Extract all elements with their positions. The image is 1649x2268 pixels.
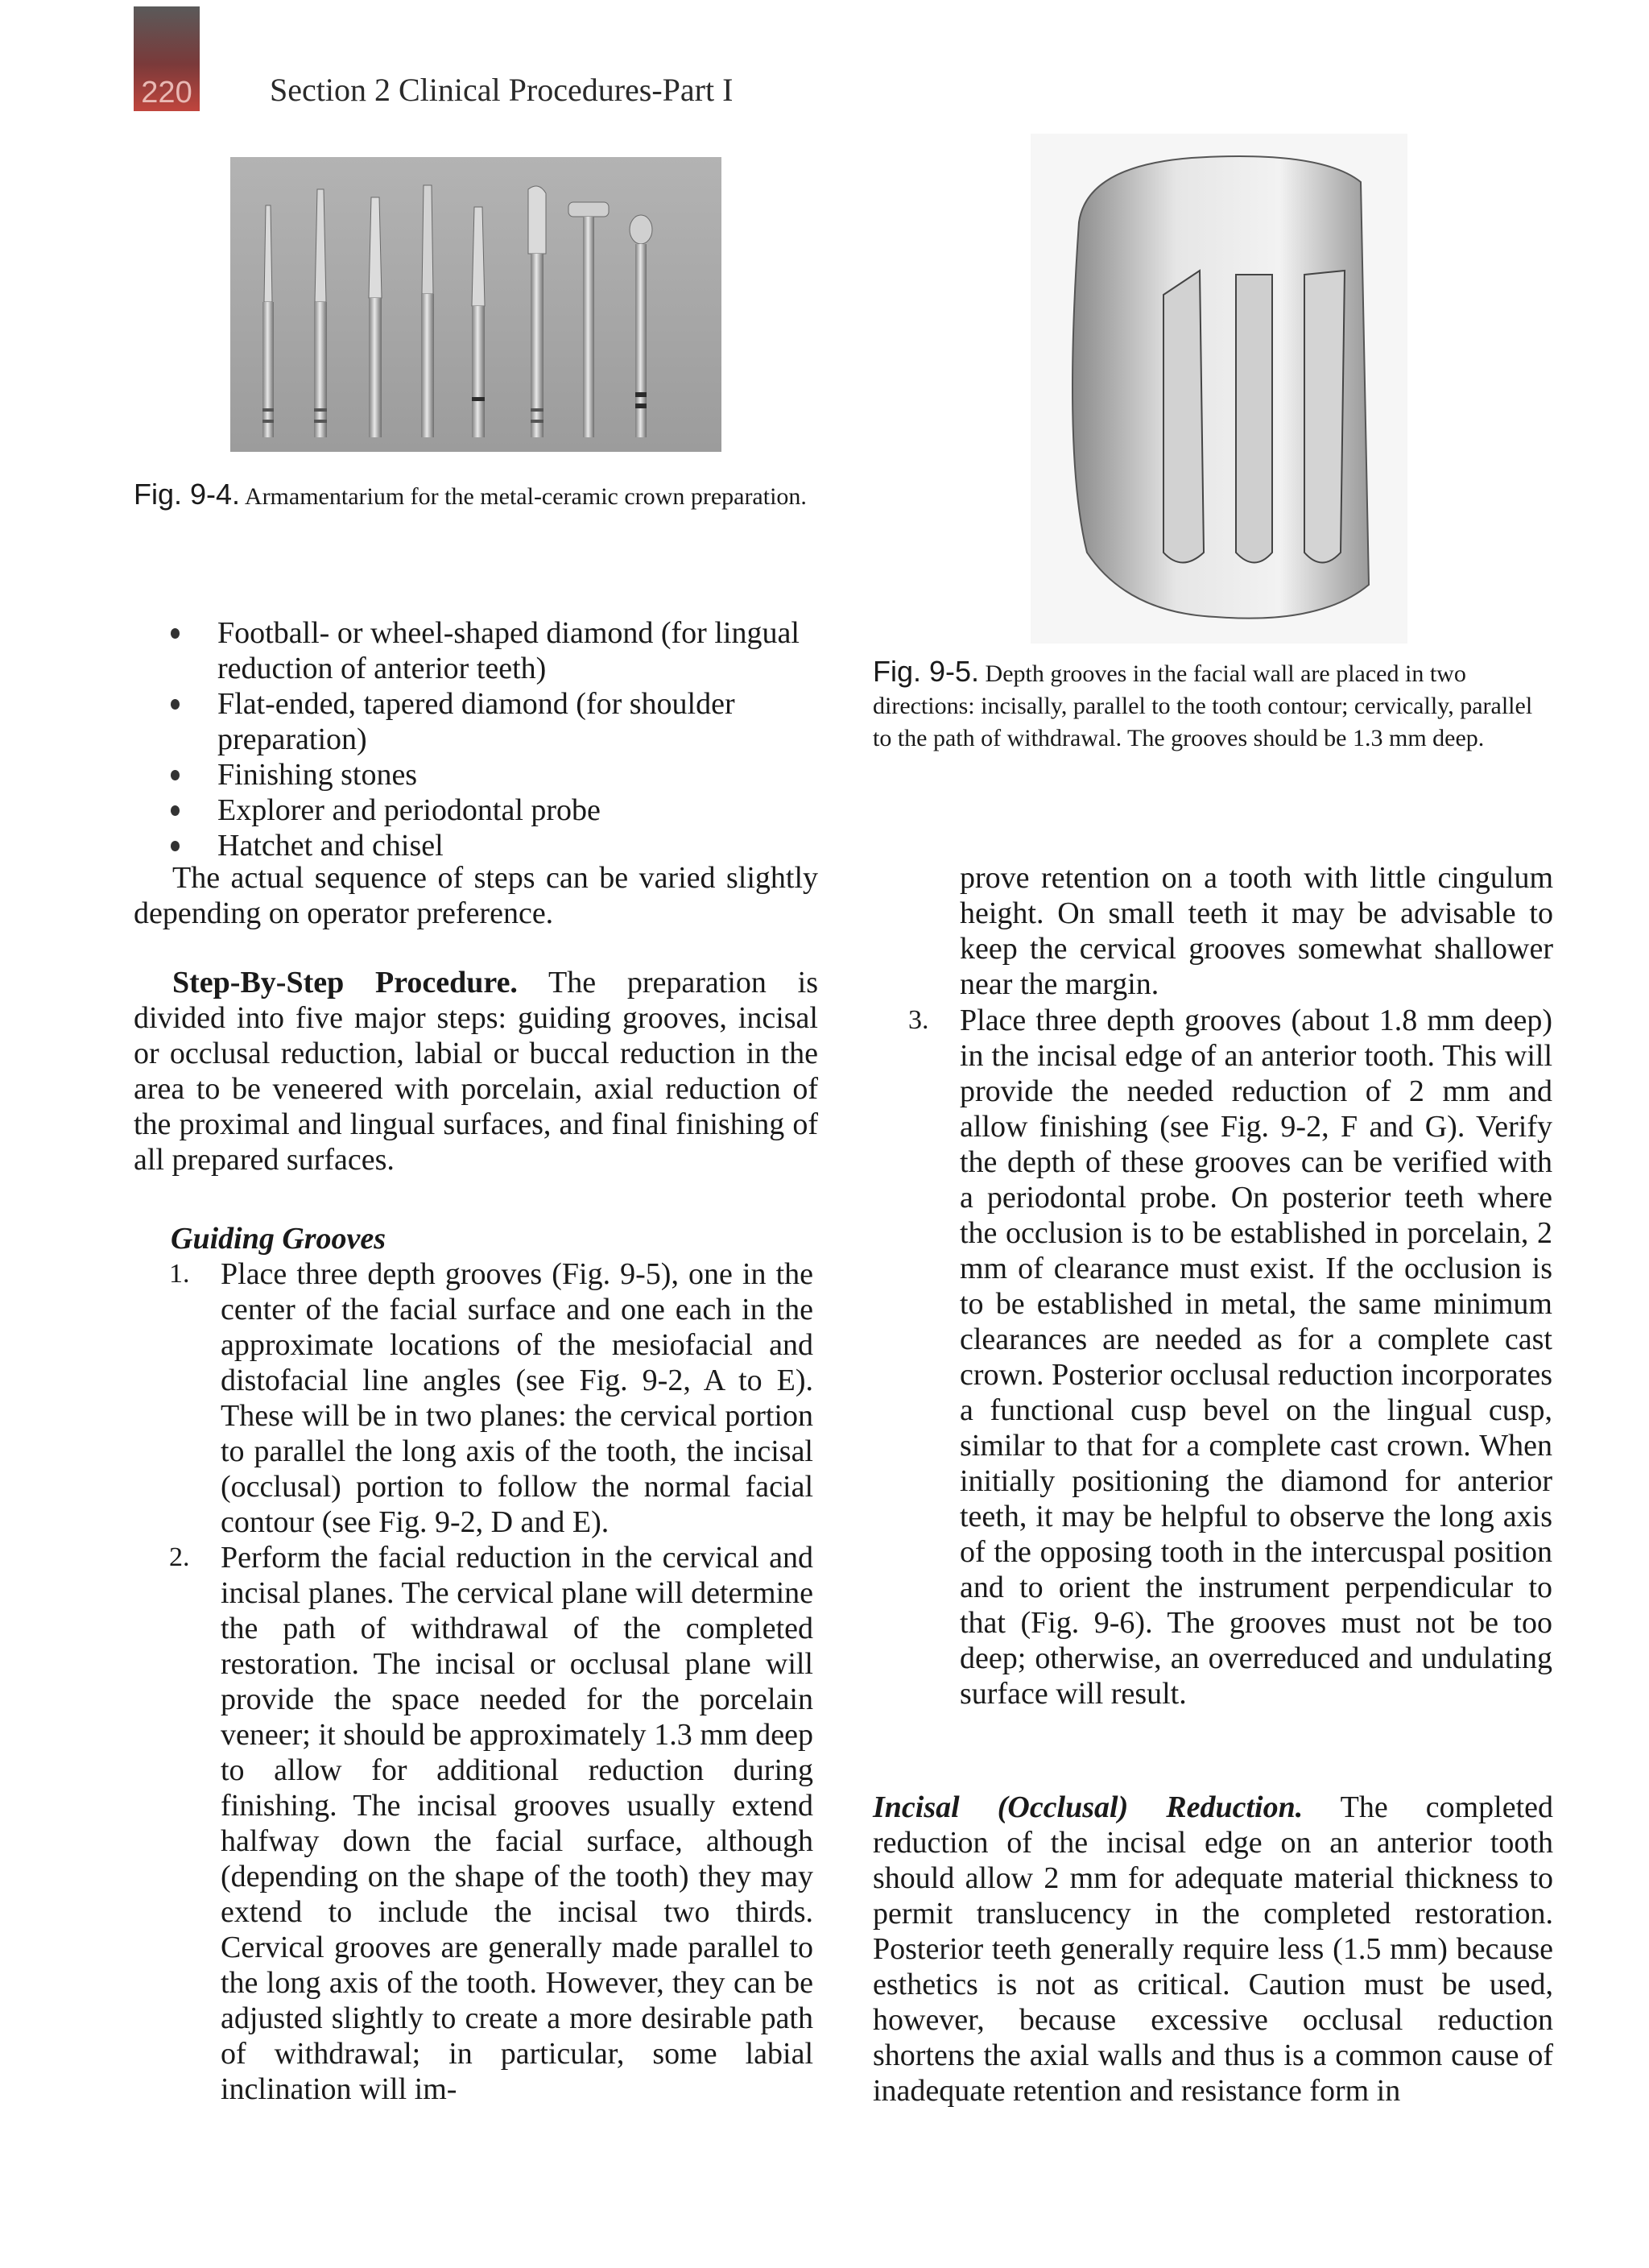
guiding-grooves-heading: Guiding Grooves xyxy=(171,1222,386,1256)
item-number: 3. xyxy=(908,1005,929,1035)
figure-9-5-label: Fig. 9-5. xyxy=(873,655,980,688)
guiding-grooves-list-continued xyxy=(908,1003,1552,1711)
step-by-step-heading: Step-By-Step Procedure. xyxy=(172,966,518,999)
bur-5 xyxy=(472,207,485,437)
numbered-item-2 xyxy=(169,1540,813,2107)
item-text: Place three depth grooves (Fig. 9-5), one in the center of the facial surface and one each in the approximate locations of the mesiofacial and distofacial line angles (see Fig. 9-2, A to E). These will be in two planes: the cervical portion to parallel the long axis of the tooth, the incisal (occlusal) portion to follow the normal facial contour (see Fig. 9-2, D and E). xyxy=(221,1257,813,1539)
bur-4 xyxy=(421,185,434,437)
incisal-reduction-text: The completed reduction of the incisal edge on an anterior tooth should allow 2 mm for adequate material thickness to permit translucency in the completed restoration. Posterior teeth generally require less (1.5 mm) because esthetics is not as critical. Caution must be used, however, because excessive occlusal reduction shortens the axial walls and thus is a common cause of inadequate retention and resistance form in xyxy=(873,1790,1553,2108)
bullet-item: Explorer and periodontal probe xyxy=(161,793,829,828)
figure-9-5-caption xyxy=(873,656,1533,755)
item-text: Place three depth grooves (about 1.8 mm deep) in the incisal edge of an anterior tooth. This will provide the needed reduction of 2 mm and allow finishing (see Fig. 9-2, F and G). Verify the depth of these grooves can be verified with a periodontal probe. On posterior teeth where the occlusion is to be established in porcelain, 2 mm of clearance must exist. If the occlusion is to be established in metal, the same minimum clearances are needed as for a complete cast crown. Posterior occlusal reduction incorporates a functional cusp bevel on the lingual cusp, similar to that for a complete cast crown. When initially positioning the diamond for anterior teeth, it may be helpful to observe the long axis of the opposing tooth in the intercuspal position and to orient the instrument perpendicular to that (Fig. 9-6). The grooves must not be too deep; otherwise, an overreduced and undulating surface will result. xyxy=(960,1004,1552,1711)
figure-9-5-image xyxy=(1031,134,1407,644)
figure-9-4-caption xyxy=(134,478,810,513)
bur-3 xyxy=(369,197,382,437)
incisal-reduction-paragraph xyxy=(873,1790,1553,2109)
bullet-item: Football- or wheel-shaped diamond (for lingual reduction of anterior teeth) xyxy=(161,615,829,686)
bullet-item: Finishing stones xyxy=(161,757,829,793)
running-title: Section 2 Clinical Procedures-Part I xyxy=(270,72,734,108)
numbered-item-1 xyxy=(169,1256,813,1540)
item-number: 2. xyxy=(169,1542,190,1572)
figure-9-4-label: Fig. 9-4. xyxy=(134,478,241,511)
intro-paragraph: The actual sequence of steps can be varied slightly depending on operator preference. xyxy=(134,861,818,930)
step-by-step-paragraph xyxy=(134,965,818,1177)
armamentarium-photo xyxy=(230,157,721,452)
page-number: 220 xyxy=(141,76,192,110)
figure-9-5-text: Depth grooves in the facial wall are placed in two directions: incisally, parallel to the tooth contour; cervically, parallel to the path of withdrawal. The grooves should be 1.3 mm deep. xyxy=(873,660,1533,751)
numbered-item-3 xyxy=(908,1003,1552,1711)
item-2-continuation: prove retention on a tooth with little cingulum height. On small teeth it may be advisable to keep the cervical grooves somewhat shallower near the margin. xyxy=(960,861,1553,1001)
guiding-grooves-list xyxy=(169,1256,813,2107)
bullet-item: Flat-ended, tapered diamond (for shoulder preparation) xyxy=(161,686,829,757)
page-number-badge xyxy=(134,6,200,111)
step-by-step-text: The preparation is divided into five major steps: guiding grooves, incisal or occlusal reduction, labial or buccal reduction in the area to be veneered with porcelain, axial reduction of the proximal and lingual surfaces, and final finishing of all prepared surfaces. xyxy=(134,966,818,1177)
incisal-reduction-heading: Incisal (Occlusal) Reduction. xyxy=(873,1790,1304,1824)
tooth-depth-grooves-illustration xyxy=(1031,134,1407,644)
bullet-item: Hatchet and chisel xyxy=(161,828,829,863)
armamentarium-bullet-list xyxy=(161,615,829,863)
item-number: 1. xyxy=(169,1259,190,1289)
bur-6 xyxy=(528,186,546,437)
figure-9-4-image xyxy=(230,157,721,452)
figure-9-4-text: Armamentarium for the metal-ceramic crown preparation. xyxy=(244,483,807,510)
item-text: Perform the facial reduction in the cervical and incisal planes. The cervical plane will determine the path of withdrawal of the completed restoration. The incisal or occlusal plane will provide the space needed for the porcelain veneer; it should be approximately 1.3 mm deep to allow for additional reduction during finishing. The incisal grooves usually extend halfway down the facial surface, although (depending on the shape of the tooth) they may extend to include the incisal two thirds. Cervical grooves are generally made parallel to the long axis of the tooth. However, they can be adjusted slightly to create a more desirable path of withdrawal; in particular, some labial inclination will im- xyxy=(221,1541,813,2106)
